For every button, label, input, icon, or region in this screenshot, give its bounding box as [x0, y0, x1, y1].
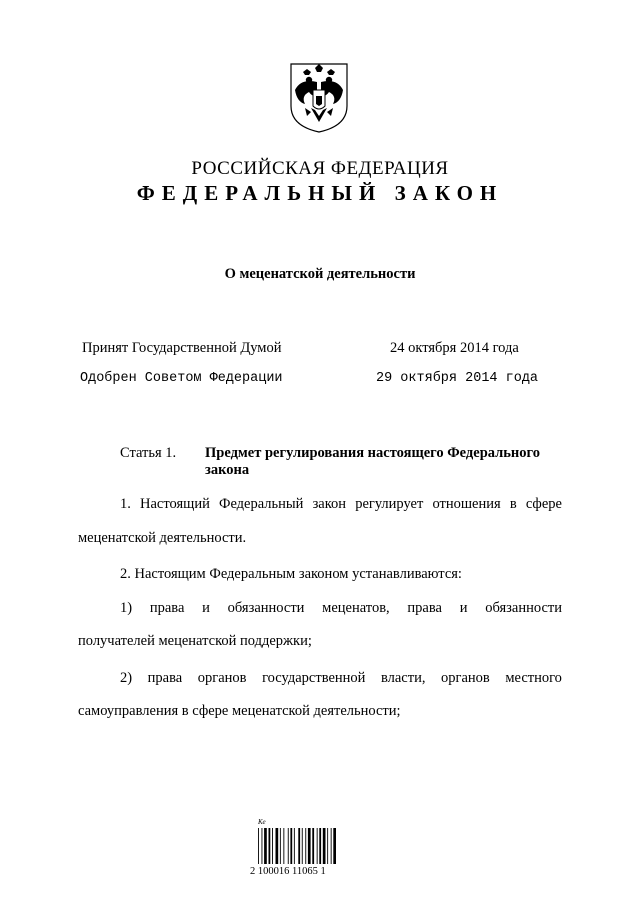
duma-adoption-label: Принят Государственной Думой: [82, 340, 282, 356]
paragraph-2: 2. Настоящим Федеральным законом устанавливаются:: [120, 566, 462, 582]
handwritten-stamp: Ке: [258, 818, 266, 826]
item-2-line-2: самоуправления в сфере меценатской деятельности;: [78, 703, 401, 719]
coat-of-arms-icon: [287, 60, 351, 134]
council-approval-date: 29 октября 2014 года: [376, 371, 539, 386]
law-type: ФЕДЕРАЛЬНЫЙ ЗАКОН: [136, 181, 504, 205]
paragraph-1-line-2: меценатской деятельности.: [78, 530, 247, 546]
duma-adoption-date: 24 октября 2014 года: [390, 340, 519, 356]
article-number: Статья 1.: [120, 445, 177, 461]
law-title: О меценатской деятельности: [224, 266, 416, 282]
country-name: РОССИЙСКАЯ ФЕДЕРАЦИЯ: [191, 158, 449, 179]
barcode-number: 2 100016 11065 1: [250, 866, 326, 877]
item-1-line-1: 1) права и обязанности меценатов, права и обязанности: [120, 600, 562, 616]
article-title: Предмет регулирования настоящего Федерального закона: [205, 445, 541, 478]
item-1-line-2: получателей меценатской поддержки;: [78, 633, 312, 649]
item-2-line-1: 2) права органов государственной власти, органов местного: [120, 670, 562, 686]
council-approval-label: Одобрен Советом Федерации: [80, 371, 283, 386]
paragraph-1-line-1: 1. Настоящий Федеральный закон регулирует отношения в сфере: [120, 496, 562, 512]
